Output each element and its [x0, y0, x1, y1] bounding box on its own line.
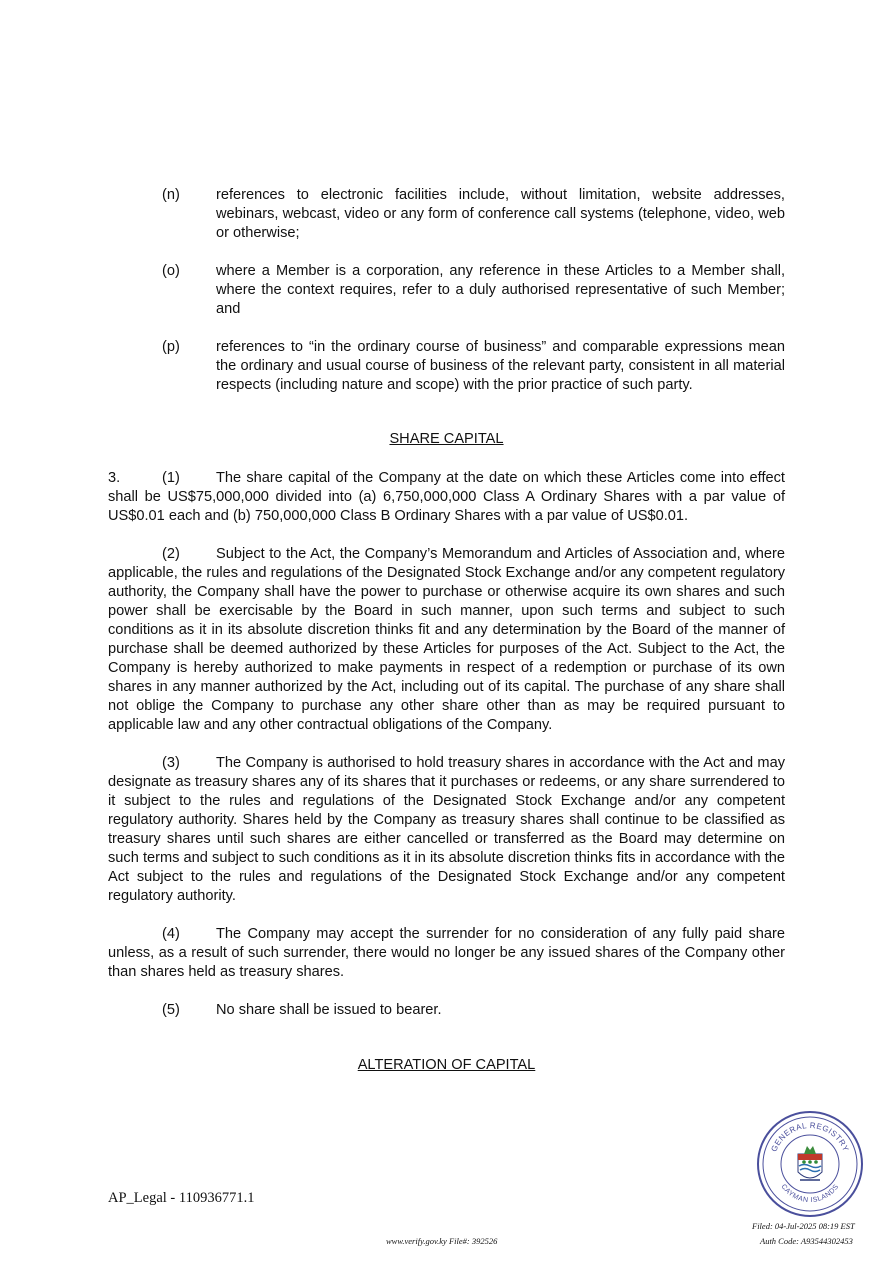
definition-item-n: [108, 186, 785, 243]
document-reference: AP_Legal - 110936771.1: [108, 1190, 255, 1206]
auth-code: Auth Code: A93544302453: [760, 1236, 853, 1246]
document-body: [108, 186, 785, 1075]
alteration-of-capital-heading: ALTERATION OF CAPITAL: [357, 1057, 536, 1073]
definition-label: (o): [162, 263, 180, 279]
filed-date: Filed: 04-Jul-2025 08:19 EST: [752, 1221, 855, 1231]
paragraph-number: (3): [162, 755, 180, 771]
paragraph-number: (5): [162, 1002, 180, 1018]
verify-url: www.verify.gov.ky File#: 392526: [386, 1236, 498, 1246]
definition-item-p: [108, 338, 785, 395]
share-capital-paragraph-1: [108, 469, 785, 526]
paragraph-number: (4): [162, 926, 180, 942]
share-capital-paragraph-5: [108, 1001, 785, 1020]
share-capital-paragraph-2: [108, 545, 785, 735]
share-capital-paragraph-3: [108, 754, 785, 906]
seal-bottom-text: CAYMAN ISLANDS: [779, 1183, 841, 1205]
svg-text:CAYMAN ISLANDS: [780, 1183, 841, 1204]
definition-label: (n): [162, 187, 180, 203]
share-capital-paragraph-4: [108, 925, 785, 982]
svg-text:GENERAL REGISTRY: [769, 1121, 850, 1153]
paragraph-text: Subject to the Act, the Company’s Memorandum and Articles of Association and, where applicable, the rules and regulations of the Designated Stock Exchange and/or any competent regulatory authority, the Company shall have the power to purchase or otherwise acquire its own shares and such power shall be exercisable by the Board in such manner, upon such terms and subject to such conditions as it in its absolute discretion thinks fit and any determination by the Board of the manner of purchase shall be deemed authorized by these Articles for purposes of the Act. Subject to the Act, the Company is hereby authorized to make payments in respect of a redemption or purchase of its own shares in any manner authorized by the Act, including out of its capital. The purchase of any share shall not oblige the Company to purchase any other share other than as may be required pursuant to applicable law and any other contractual obligations of the Company.: [108, 546, 785, 733]
paragraph-text: The Company may accept the surrender for no consideration of any fully paid share unless, as a result of such surrender, there would no longer be any issued shares of the Company other than shares held as treasury shares.: [108, 926, 785, 980]
seal-top-text: GENERAL REGISTRY: [769, 1120, 851, 1154]
article-number: 3.: [108, 470, 121, 486]
general-registry-seal-icon: [756, 1110, 864, 1218]
paragraph-text: No share shall be issued to bearer.: [216, 1002, 442, 1018]
paragraph-text: The Company is authorised to hold treasury shares in accordance with the Act and may designate as treasury shares any of its shares that it purchases or redeems, or any share surrendered to it subject to the rules and regulations of the Designated Stock Exchange and/or any competent regulatory authority. Shares held by the Company as treasury shares shall continue to be classified as treasury shares until such shares are either cancelled or transferred as the Board may determine on such terms and subject to such conditions as it in its absolute discretion thinks fits in accordance with the Act subject to the rules and regulations of the Designated Stock Exchange and/or any competent regulatory authority.: [108, 755, 785, 904]
paragraph-text: The share capital of the Company at the date on which these Articles come into effect shall be US$75,000,000 divided into (a) 6,750,000,000 Class A Ordinary Shares with a par value of US$0.01 each and (b) 750,000,000 Class B Ordinary Shares with a par value of US$0.01.: [108, 470, 785, 524]
definition-item-o: [108, 262, 785, 319]
paragraph-number: (1): [162, 470, 180, 486]
definition-text: references to electronic facilities include, without limitation, website addresses, webinars, webcast, video or any form of conference call systems (telephone, video, web or otherwise;: [216, 187, 785, 241]
paragraph-number: (2): [162, 546, 180, 562]
definition-label: (p): [162, 339, 180, 355]
definition-text: where a Member is a corporation, any reference in these Articles to a Member shall, where the context requires, refer to a duly authorised representative of such Member; and: [216, 263, 785, 317]
definition-text: references to “in the ordinary course of business” and comparable expressions mean the ordinary and usual course of business of the relevant party, consistent in all material respects (including nature and scope) with the prior practice of such party.: [216, 339, 785, 393]
share-capital-heading: SHARE CAPITAL: [389, 431, 504, 447]
